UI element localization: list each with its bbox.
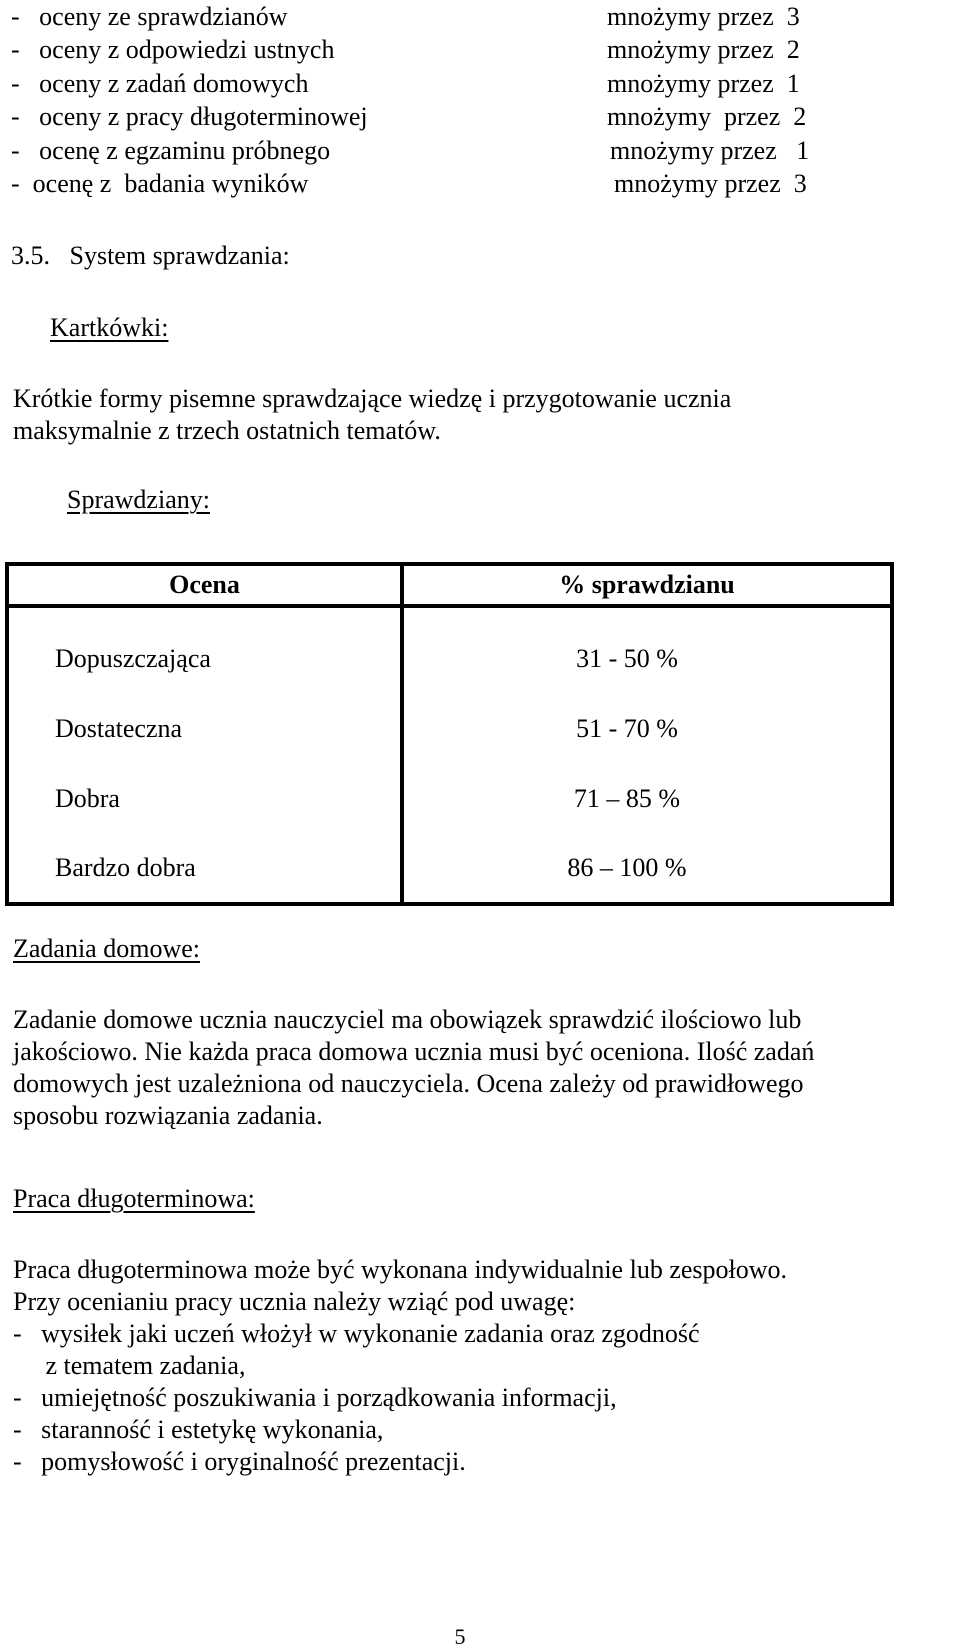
bullet-item: - umiejętność poszukiwania i porządkowania informacji, xyxy=(13,1383,617,1412)
table-row xyxy=(7,606,892,694)
weight-item-label: - oceny z odpowiedzi ustnych xyxy=(11,35,335,64)
weight-item-multiplier: mnożymy przez 3 xyxy=(614,169,807,198)
grade-name: Dobra xyxy=(7,764,402,834)
sprawdziany-heading: Sprawdziany: xyxy=(67,485,210,514)
table-row xyxy=(7,764,892,834)
grade-range: 71 – 85 % xyxy=(573,784,681,813)
grade-name: Dopuszczająca xyxy=(7,606,402,694)
grade-range: 51 - 70 % xyxy=(576,714,678,743)
page-number: 5 xyxy=(454,1624,466,1649)
weight-item-label: - ocenę z egzaminu próbnego xyxy=(11,136,331,165)
column-header-grade: Ocena xyxy=(7,564,402,606)
bullet-item: - wysiłek jaki uczeń włożył w wykonanie zadania oraz zgodność xyxy=(13,1319,700,1348)
table-header-row xyxy=(7,564,892,606)
table-row xyxy=(7,694,892,764)
kartkowki-paragraph xyxy=(13,383,731,447)
paragraph-line: Praca długoterminowa może być wykonana indywidualnie lub zespołowo. xyxy=(13,1255,788,1284)
bullet-item-continuation: z tematem zadania, xyxy=(13,1351,246,1380)
paragraph-line: maksymalnie z trzech ostatnich tematów. xyxy=(13,416,441,445)
weight-item-multiplier: mnożymy przez 1 xyxy=(610,136,810,165)
bullet-item: - staranność i estetykę wykonania, xyxy=(13,1415,384,1444)
paragraph-line: sposobu rozwiązania zadania. xyxy=(13,1101,323,1130)
weight-item-label: - oceny z zadań domowych xyxy=(11,69,309,98)
paragraph-line: jakościowo. Nie każda praca domowa ucznia musi być oceniona. Ilość zadań xyxy=(13,1037,815,1066)
paragraph-line: domowych jest uzależniona od nauczyciela. Ocena zależy od prawidłowego xyxy=(13,1069,804,1098)
bullet-item: - pomysłowość i oryginalność prezentacji. xyxy=(13,1447,466,1476)
table-row xyxy=(7,834,892,904)
paragraph-line: Krótkie formy pisemne sprawdzające wiedzę i przygotowanie ucznia xyxy=(13,384,732,413)
paragraph-line: Zadanie domowe ucznia nauczyciel ma obowiązek sprawdzić ilościowo lub xyxy=(13,1005,802,1034)
praca-paragraph xyxy=(13,1254,787,1478)
weight-item-label: - oceny z pracy długoterminowej xyxy=(11,102,368,131)
weight-item-multiplier: mnożymy przez 2 xyxy=(607,35,800,64)
kartkowki-heading: Kartkówki: xyxy=(50,313,169,342)
zadania-heading: Zadania domowe: xyxy=(13,934,200,963)
weight-item-label: - ocenę z badania wyników xyxy=(11,169,309,198)
weight-item-multiplier: mnożymy przez 1 xyxy=(607,69,800,98)
section-heading: 3.5. System sprawdzania: xyxy=(11,241,290,270)
grades-table xyxy=(5,562,894,906)
grade-range: 86 – 100 % xyxy=(567,853,687,882)
grade-name: Dostateczna xyxy=(7,694,402,764)
grade-range: 31 - 50 % xyxy=(576,644,678,673)
paragraph-line: Przy ocenianiu pracy ucznia należy wziąć pod uwagę: xyxy=(13,1287,576,1316)
weight-item-multiplier: mnożymy przez 2 xyxy=(607,102,807,131)
praca-heading: Praca długoterminowa: xyxy=(13,1184,255,1213)
grade-name: Bardzo dobra xyxy=(7,834,402,904)
column-header-percent: % sprawdzianu xyxy=(402,564,892,606)
weight-item-label: - oceny ze sprawdzianów xyxy=(11,2,288,31)
weight-item-multiplier: mnożymy przez 3 xyxy=(607,2,800,31)
zadania-paragraph xyxy=(13,1004,814,1132)
